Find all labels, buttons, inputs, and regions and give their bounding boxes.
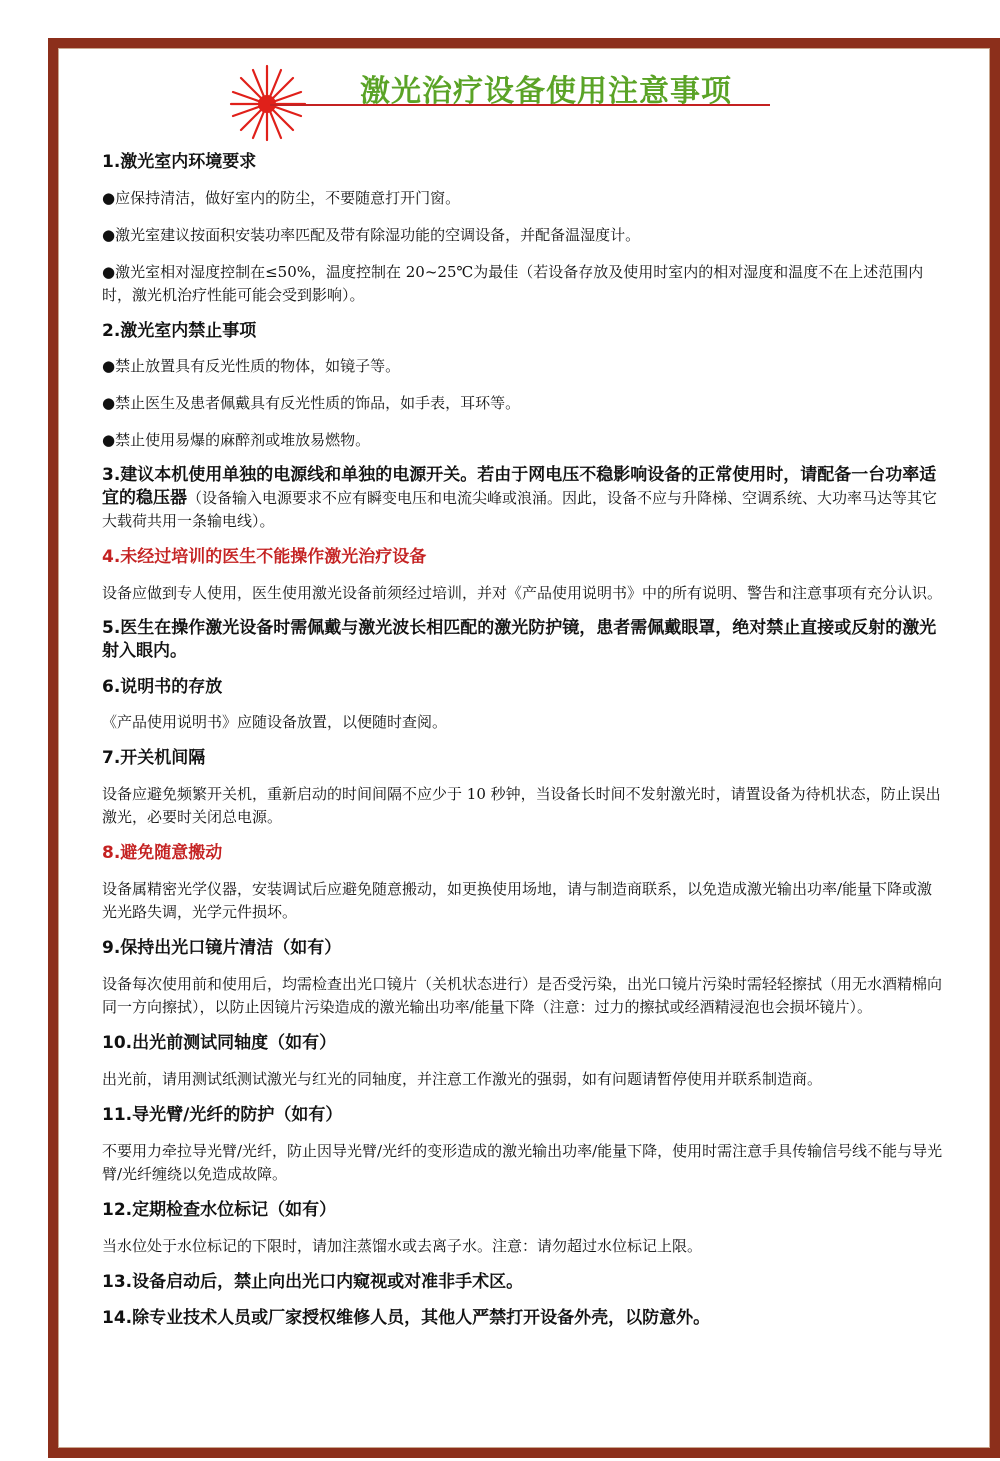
title-header <box>225 62 785 132</box>
section-3-body: （设备输入电源要求不应有瞬变电压和电流尖峰或浪涌。因此，设备不应与升降梯、空调系统、大功率马达等其它大载荷共用一条输电线）。 <box>102 489 938 530</box>
section-2-bullet-1: ●禁止放置具有反光性质的物体，如镜子等。 <box>102 357 401 375</box>
section-13-heading: 13.设备启动后，禁止向出光口内窥视或对准非手术区。 <box>102 1272 524 1292</box>
section-11-body: 不要用力牵拉导光臂/光纤，防止因导光臂/光纤的变形造成的激光输出功率/能量下降，使用时需注意手具传输信号线不能与导光臂/光纤缠绕以免造成故障。 <box>102 1142 943 1183</box>
section-4-body: 设备应做到专人使用，医生使用激光设备前须经过培训，并对《产品使用说明书》中的所有说明、警告和注意事项有充分认识。 <box>102 584 943 602</box>
section-9-heading: 9.保持出光口镜片清洁（如有） <box>102 938 342 958</box>
section-2-bullet-3: ●禁止使用易爆的麻醉剂或堆放易燃物。 <box>102 431 371 449</box>
section-9-body: 设备每次使用前和使用后，均需检查出光口镜片（关机状态进行）是否受污染，出光口镜片污染时需轻轻擦拭（用无水酒精棉向同一方向擦拭），以防止因镜片污染造成的激光输出功率/能量下降（注意：过力的擦拭或经酒精浸泡也会损坏镜片）。 <box>102 975 943 1016</box>
section-1-bullet-2: ●激光室建议按面积安装功率匹配及带有除湿功能的空调设备，并配备温湿度计。 <box>102 226 641 244</box>
section-14-heading: 14.除专业技术人员或厂家授权维修人员，其他人严禁打开设备外壳，以防意外。 <box>102 1308 711 1328</box>
section-2-heading: 2.激光室内禁止事项 <box>102 321 257 341</box>
page-title: 激光治疗设备使用注意事项 <box>360 74 732 109</box>
section-3-heading: 3.建议本机使用单独的电源线和单独的电源开关。若由于网电压不稳影响设备的正常使用时，请配备一台功率适宜的稳压器 <box>102 465 937 508</box>
section-4-heading: 4.未经过培训的医生不能操作激光治疗设备 <box>102 547 427 567</box>
section-3-paragraph <box>102 464 947 533</box>
notice-content <box>102 150 947 1330</box>
section-1-bullet-3: ●激光室相对湿度控制在≤50%，温度控制在 20~25℃为最佳（若设备存放及使用时室内的相对湿度和温度不在上述范围内时，激光机治疗性能可能会受到影响）。 <box>102 263 924 304</box>
section-1-bullet-1: ●应保持清洁，做好室内的防尘，不要随意打开门窗。 <box>102 189 461 207</box>
section-6-body: 《产品使用说明书》应随设备放置，以便随时查阅。 <box>102 713 448 731</box>
section-2-bullet-2: ●禁止医生及患者佩戴具有反光性质的饰品，如手表，耳环等。 <box>102 394 521 412</box>
laser-burst-icon <box>225 62 315 142</box>
section-8-heading: 8.避免随意搬动 <box>102 843 223 863</box>
section-5-heading: 5.医生在操作激光设备时需佩戴与激光波长相匹配的激光防护镜，患者需佩戴眼罩，绝对禁止直接或反射的激光射入眼内。 <box>102 618 937 661</box>
section-8-body: 设备属精密光学仪器，安装调试后应避免随意搬动，如更换使用场地，请与制造商联系，以免造成激光输出功率/能量下降或激光光路失调，光学元件损坏。 <box>102 880 933 921</box>
section-7-body: 设备应避免频繁开关机，重新启动的时间间隔不应少于 10 秒钟，当设备长时间不发射激光时，请置设备为待机状态，防止误出激光，必要时关闭总电源。 <box>102 785 941 826</box>
section-10-body: 出光前，请用测试纸测试激光与红光的同轴度，并注意工作激光的强弱，如有问题请暂停使用并联系制造商。 <box>102 1070 823 1088</box>
section-10-heading: 10.出光前测试同轴度（如有） <box>102 1033 337 1053</box>
section-6-heading: 6.说明书的存放 <box>102 677 223 697</box>
section-1-heading: 1.激光室内环境要求 <box>102 152 257 172</box>
section-11-heading: 11.导光臂/光纤的防护（如有） <box>102 1105 343 1125</box>
section-12-body: 当水位处于水位标记的下限时，请加注蒸馏水或去离子水。注意：请勿超过水位标记上限。 <box>102 1237 703 1255</box>
section-12-heading: 12.定期检查水位标记（如有） <box>102 1200 337 1220</box>
section-7-heading: 7.开关机间隔 <box>102 748 206 768</box>
